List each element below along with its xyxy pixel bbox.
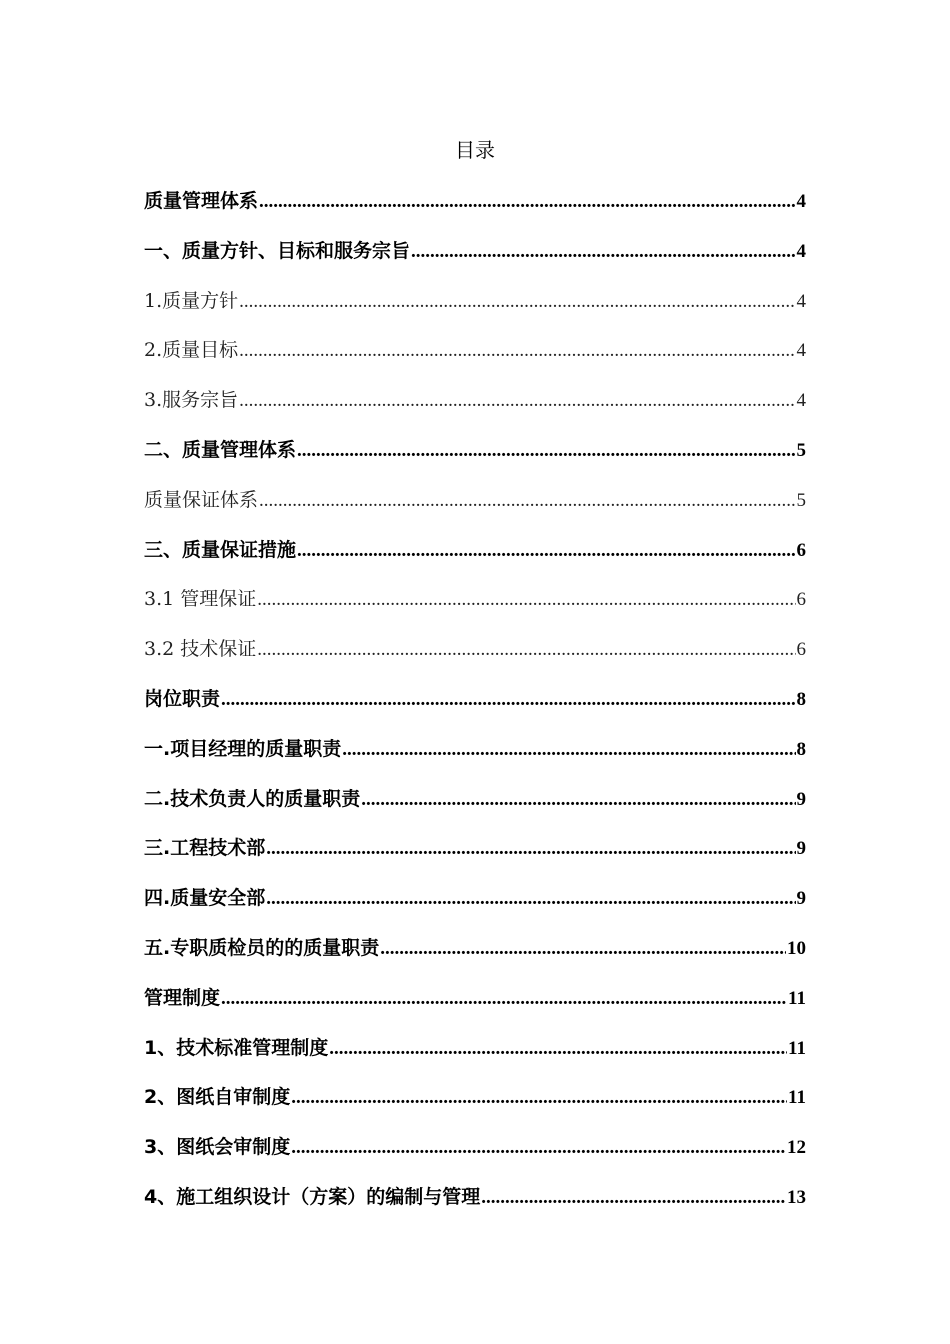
toc-entry-text: 3.1 管理保证 bbox=[144, 588, 257, 611]
toc-entry-text: 一.项目经理的质量职责 bbox=[144, 737, 342, 760]
toc-entry[interactable] bbox=[144, 1132, 806, 1182]
toc-entry-text: 3、图纸会审制度 bbox=[144, 1136, 291, 1159]
toc-entry-text: 质量管理体系 bbox=[144, 190, 259, 212]
toc-dot-leader bbox=[266, 884, 795, 914]
toc-entry-text: 1、技术标准管理制度 bbox=[144, 1036, 329, 1059]
toc-entry[interactable] bbox=[144, 584, 806, 634]
toc-dot-leader bbox=[342, 735, 795, 765]
toc-entry[interactable] bbox=[144, 684, 806, 734]
toc-dot-leader bbox=[481, 1183, 786, 1213]
toc-entry-text: 4、施工组织设计（方案）的编制与管理 bbox=[144, 1185, 481, 1208]
toc-dot-leader bbox=[259, 486, 795, 516]
toc-dot-leader bbox=[239, 287, 795, 317]
toc-entry[interactable] bbox=[144, 186, 806, 236]
toc-entry[interactable] bbox=[144, 485, 806, 535]
toc-entry[interactable] bbox=[144, 1082, 806, 1132]
toc-page-number: 6 bbox=[796, 639, 806, 661]
toc-page-number: 9 bbox=[796, 838, 806, 860]
toc-page-number: 13 bbox=[787, 1186, 806, 1208]
toc-dot-leader bbox=[266, 834, 795, 864]
toc-dot-leader bbox=[329, 1034, 787, 1064]
toc-entry[interactable] bbox=[144, 933, 806, 983]
toc-list bbox=[144, 186, 806, 1232]
toc-entry[interactable] bbox=[144, 983, 806, 1033]
toc-page-number: 10 bbox=[787, 937, 806, 959]
toc-page-number: 11 bbox=[788, 987, 806, 1009]
toc-entry[interactable] bbox=[144, 435, 806, 485]
toc-entry-text: 3.服务宗旨 bbox=[144, 389, 239, 412]
toc-page-number: 4 bbox=[796, 340, 806, 362]
toc-entry[interactable] bbox=[144, 385, 806, 435]
toc-entry-text: 3.2 技术保证 bbox=[144, 638, 257, 661]
toc-entry-text: 1.质量方针 bbox=[144, 289, 239, 312]
toc-page-number: 8 bbox=[796, 738, 806, 760]
toc-page-number: 6 bbox=[796, 589, 806, 611]
toc-entry-text: 2、图纸自审制度 bbox=[144, 1086, 291, 1109]
toc-entry[interactable] bbox=[144, 883, 806, 933]
toc-page-number: 5 bbox=[796, 489, 806, 511]
toc-page-number: 4 bbox=[796, 191, 806, 212]
toc-entry-text: 三、质量保证措施 bbox=[144, 538, 297, 561]
toc-page-number: 8 bbox=[796, 688, 806, 710]
toc-page-number: 11 bbox=[788, 1087, 806, 1109]
toc-dot-leader bbox=[221, 984, 787, 1014]
toc-entry[interactable] bbox=[144, 634, 806, 684]
toc-dot-leader bbox=[297, 436, 795, 466]
toc-title: 目录 bbox=[455, 138, 495, 162]
toc-dot-leader bbox=[380, 934, 786, 964]
toc-page-number: 11 bbox=[788, 1037, 806, 1059]
toc-page-number: 9 bbox=[796, 788, 806, 810]
toc-page-number: 4 bbox=[796, 390, 806, 412]
toc-entry-text: 一、质量方针、目标和服务宗旨 bbox=[144, 239, 411, 262]
toc-entry[interactable] bbox=[144, 833, 806, 883]
toc-entry[interactable] bbox=[144, 1182, 806, 1232]
toc-entry-text: 三.工程技术部 bbox=[144, 837, 266, 860]
toc-entry[interactable] bbox=[144, 335, 806, 385]
toc-entry[interactable] bbox=[144, 734, 806, 784]
toc-dot-leader bbox=[257, 585, 795, 615]
toc-dot-leader bbox=[257, 635, 795, 665]
toc-dot-leader bbox=[239, 336, 795, 366]
toc-page-number: 6 bbox=[796, 539, 806, 561]
toc-entry-text: 质量保证体系 bbox=[144, 488, 259, 511]
toc-entry-text: 二.技术负责人的质量职责 bbox=[144, 787, 361, 810]
toc-dot-leader bbox=[239, 386, 795, 416]
toc-page-number: 12 bbox=[787, 1137, 806, 1159]
toc-entry[interactable] bbox=[144, 286, 806, 336]
toc-dot-leader bbox=[291, 1083, 787, 1113]
toc-page-number: 5 bbox=[796, 439, 806, 461]
toc-entry[interactable] bbox=[144, 1033, 806, 1083]
toc-dot-leader bbox=[411, 237, 795, 267]
toc-page-number: 9 bbox=[796, 888, 806, 910]
toc-entry-text: 岗位职责 bbox=[144, 687, 221, 710]
toc-entry-text: 管理制度 bbox=[144, 986, 221, 1009]
toc-entry[interactable] bbox=[144, 784, 806, 834]
toc-dot-leader bbox=[361, 785, 795, 815]
toc-dot-leader bbox=[291, 1133, 786, 1163]
toc-dot-leader bbox=[259, 187, 795, 217]
toc-entry-text: 四.质量安全部 bbox=[144, 887, 266, 910]
toc-entry[interactable] bbox=[144, 535, 806, 585]
toc-page-number: 4 bbox=[796, 240, 806, 262]
toc-dot-leader bbox=[221, 685, 795, 715]
toc-entry-text: 五.专职质检员的的质量职责 bbox=[144, 936, 380, 959]
toc-dot-leader bbox=[297, 536, 795, 566]
toc-entry-text: 2.质量目标 bbox=[144, 339, 239, 362]
toc-entry-text: 二、质量管理体系 bbox=[144, 438, 297, 461]
toc-entry[interactable] bbox=[144, 236, 806, 286]
toc-page-number: 4 bbox=[796, 290, 806, 312]
